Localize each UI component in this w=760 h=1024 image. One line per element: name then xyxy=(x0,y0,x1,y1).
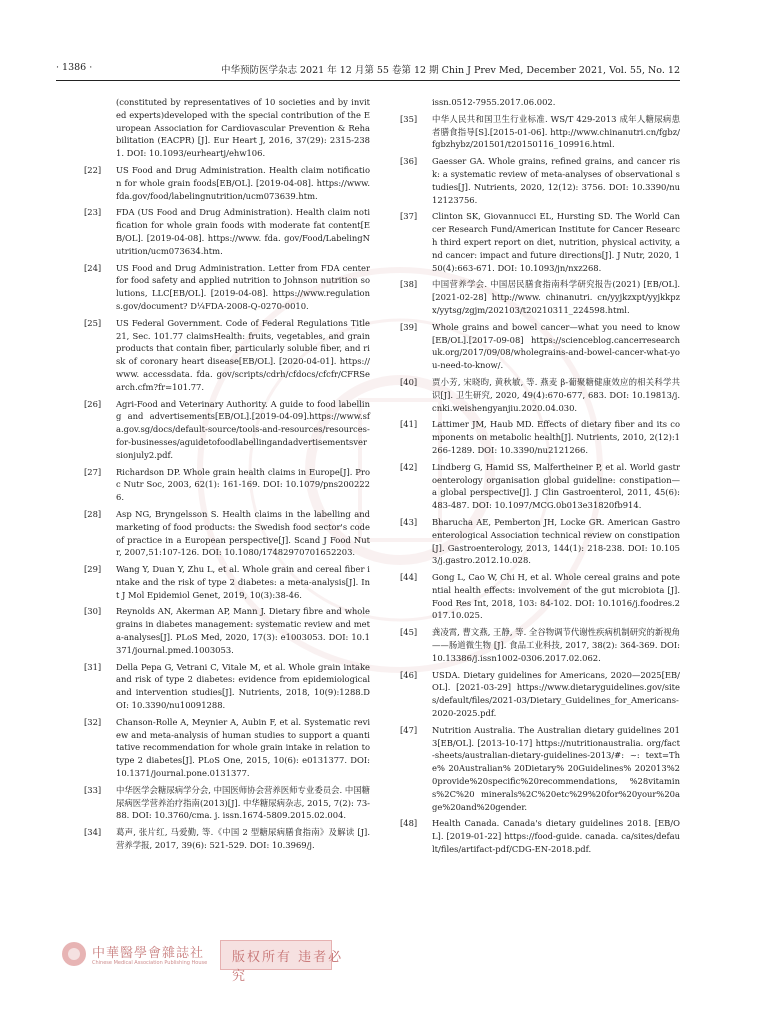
publisher-seal-icon xyxy=(60,940,88,968)
reference-number: [25] xyxy=(84,317,102,328)
reference-text: 龚凌霄, 曹文燕, 王静, 等. 全谷物调节代谢性疾病机制研究的新视角——肠道微生物 [J]. 食品工业科技, 2017, 38(2): 364-369. DOI: 10.13386/j.issn1002-0306.2017.02.062. xyxy=(432,627,680,663)
left-column xyxy=(84,96,370,856)
reference-text: Reynolds AN, Akerman AP, Mann J. Dietary fibre and whole grains in diabetes management: systematic review and meta-analyses[J]. PLoS Med, 2020, 17(3): e1003053. DOI: 10.1371/journal.pmed.1003053. xyxy=(116,606,370,655)
reference-number: [48] xyxy=(400,818,418,829)
copyright-badge-text: 版权所有 违者必究 xyxy=(232,950,344,984)
reference-number: [22] xyxy=(84,164,102,175)
reference-entry xyxy=(84,317,370,394)
reference-entry xyxy=(84,716,370,780)
reference-text: Chanson-Rolle A, Meynier A, Aubin F, et al. Systematic review and meta-analysis of human studies to support a quantitative recommendation for whole grain intake in relation to type 2 diabetes[J]. PLoS One, 2015, 10(6): e0131377. DOI: 10.1371/journal.pone.0131377. xyxy=(116,716,370,779)
publisher-logo xyxy=(60,940,350,984)
reference-number: [36] xyxy=(400,156,418,167)
publisher-name-en: Chinese Medical Association Publishing House xyxy=(92,960,208,966)
reference-number: [40] xyxy=(400,376,418,387)
reference-text: Wang Y, Duan Y, Zhu L, et al. Whole grain and cereal fiber intake and the risk of type 2 diabetes: a meta-analysis[J]. Int J Mol Epidemiol Genet, 2019, 10(3):38-46. xyxy=(116,564,370,600)
reference-text: Bharucha AE, Pemberton JH, Locke GR. American Gastroenterological Association technical review on constipation[J]. Gastroenterology, 2013, 144(1): 218-238. DOI: 10.1053/j.gastro.2012.10.028. xyxy=(432,516,680,566)
reference-number: [32] xyxy=(84,716,102,727)
reference-entry xyxy=(84,563,370,601)
reference-number: [24] xyxy=(84,262,102,273)
reference-number: [29] xyxy=(84,564,102,575)
reference-number: [28] xyxy=(84,508,102,519)
reference-text: 葛声, 张片红, 马爱勤, 等.《中国 2 型糖尿病膳食指南》及解读 [J]. 营养学报, 2017, 39(6): 521-529. DOI: 10.3969/j. xyxy=(116,827,370,851)
reference-text: Health Canada. Canada's dietary guidelines 2018. [EB/OL]. [2019-01-22] https://food-guide. canada. ca/sites/default/files/artifact-pdf/CDG-EN-2018.pdf. xyxy=(432,818,680,855)
reference-number: [23] xyxy=(84,207,102,218)
reference-entry xyxy=(84,466,370,504)
publisher-name-cn: 中華醫學會雜誌社 xyxy=(92,946,205,961)
reference-text: US Federal Government. Code of Federal Regulations Title 21, Sec. 101.77 claimsHealth: fruits, vegetables, and grain products that contain fiber, particularly soluble fiber, and risk of coronary heart disease[EB/OL]. [2020-04-01]. https://www. accessdata. fda. gov/scripts/cdrh/cfdocs/cfcfr/CFRSearch.cfm?fr=101.77. xyxy=(116,317,370,392)
reference-entry xyxy=(84,164,370,202)
reference-number: [46] xyxy=(400,669,418,680)
reference-number: [37] xyxy=(400,211,418,222)
reference-entry xyxy=(84,826,370,852)
reference-entry xyxy=(84,398,370,462)
reference-entry xyxy=(400,571,680,622)
reference-number: [44] xyxy=(400,572,418,583)
reference-entry xyxy=(84,262,370,313)
reference-text: Whole grains and bowel cancer—what you need to know [EB/OL].[2017-09-08] https://scienceblog.cancerresearchuk.org/2017/09/08/wholegrains-and-bowel-cancer-what-you-need-to-know/. xyxy=(432,321,680,371)
reference-text: US Food and Drug Administration. Health claim notification for whole grain foods[EB/OL]. [2019-04-08]. https://www.fda.gov/food/labelingnutrition/ucm073639.htm. xyxy=(116,164,370,201)
reference-number: [45] xyxy=(400,627,418,638)
reference-number: [41] xyxy=(400,419,418,430)
reference-number: [33] xyxy=(84,784,102,795)
reference-entry xyxy=(84,784,370,822)
reference-number: [30] xyxy=(84,606,102,617)
reference-continuation: issn.0512-7955.2017.06.002. xyxy=(432,97,556,107)
reference-entry xyxy=(400,321,680,372)
reference-entry xyxy=(400,155,680,206)
reference-number: [27] xyxy=(84,466,102,477)
reference-number: [26] xyxy=(84,398,102,409)
reference-entry xyxy=(84,508,370,559)
reference-entry xyxy=(400,626,680,664)
reference-text: Richardson DP. Whole grain health claims in Europe[J]. Proc Nutr Soc, 2003, 62(1): 161-169. DOI: 10.1079/pns2002226. xyxy=(116,466,370,503)
reference-entry xyxy=(400,461,680,512)
reference-number: [38] xyxy=(400,279,418,290)
reference-entry xyxy=(400,724,680,814)
reference-entry xyxy=(400,817,680,855)
reference-text: Lattimer JM, Haub MD. Effects of dietary fiber and its components on metabolic health[J]. Nutrients, 2010, 2(12):1266-1289. DOI: 10.3390/nu2121266. xyxy=(432,419,680,455)
reference-text: US Food and Drug Administration. Letter from FDA center for food safety and applied nutrition to Johnson nutrition solutions, LLC[EB/OL]. [2019-04-08]. https://www.regulations.gov/document? D¼FDA-2008-Q-0270-0010. xyxy=(116,262,370,311)
reference-text: Clinton SK, Giovannucci EL, Hursting SD. The World Cancer Research Fund/American Institute for Cancer Research third expert report on diet, nutrition, physical activity, and cancer: impact and future directions[J]. J Nutr, 2020, 150(4):663-671. DOI: 10.1093/jn/nxz268. xyxy=(432,211,680,273)
reference-text: 贾小芳, 宋晓昀, 黄秋敏, 等. 燕麦 β-葡聚糖健康效应的相关科学共识[J]. 卫生研究, 2020, 49(4):670-677, 683. DOI: 10.19813/j.cnki.weishengyanjiu.2020.04.030. xyxy=(432,376,680,413)
reference-text: 中华医学会糖尿病学分会, 中国医师协会营养医师专业委员会. 中国糖尿病医学营养治疗指南(2013)[J]. 中华糖尿病杂志, 2015, 7(2): 73-88. DOI: 10.3760/cma. j. issn.1674-5809.2015.02.004. xyxy=(116,784,370,821)
reference-text: Gong L, Cao W, Chi H, et al. Whole cereal grains and potential health effects: involvement of the gut microbiota [J]. Food Res Int, 2018, 103: 84-102. DOI: 10.1016/j.foodres.2017.10.025. xyxy=(432,572,680,621)
reference-text: 中华人民共和国卫生行业标准. WS/T 429-2013 成年人糖尿病患者膳食指导[S].[2015-01-06]. http://www.chinanutri.cn/fgbz/fgbzhybz/201501/t20150116_109916.html. xyxy=(432,113,680,150)
reference-entry xyxy=(84,605,370,656)
reference-entry xyxy=(400,376,680,414)
reference-entry xyxy=(400,418,680,456)
reference-number: [34] xyxy=(84,827,102,838)
reference-text: FDA (US Food and Drug Administration). Health claim notification for whole grain foods with moderate fat content[EB/OL]. [2019-04-08]. https://www. fda. gov/Food/LabelingNutrition/ucm073634.htm. xyxy=(116,207,370,256)
running-header xyxy=(56,60,680,81)
reference-number: [42] xyxy=(400,461,418,472)
reference-text: 中国营养学会. 中国居民膳食指南科学研究报告(2021) [EB/OL]. [2021-02-28] http://www. chinanutri. cn/yyjkzxpt/yyjkkpzx/yytsg/zgjm/202103/t20210311_224598.html. xyxy=(432,279,680,315)
reference-number: [39] xyxy=(400,321,418,332)
reference-text: Lindberg G, Hamid SS, Malfertheiner P, et al. World gastroenterology organisation global guideline: constipation—a global perspective[J]. J Clin Gastroenterol, 2011, 45(6): 483-487. DOI: 10.1097/MCG.0b013e31820fb914. xyxy=(432,461,680,511)
page-number: · 1386 · xyxy=(56,62,93,73)
reference-entry xyxy=(84,206,370,257)
reference-text: Della Pepa G, Vetrani C, Vitale M, et al. Whole grain intake and risk of type 2 diabetes: evidence from epidemiological and intervention studies[J]. Nutrients, 2018, 10(9):1288.DOI: 10.3390/nu10091288. xyxy=(116,661,370,711)
reference-text: Nutrition Australia. The Australian dietary guidelines 2013[EB/OL]. [2013-10-17] https://nutritionaustralia. org/fact-sheets/australian-dietary-guidelines-2013/#: ~: text=The% 20Australian% 20Dietary% 20Guidelines% 202013%20provide%20specific%20recommendations, %28vitamins%2C%20 minerals%2C%20etc%29%20for%20your%20age%20and%20gender. xyxy=(432,724,680,812)
reference-continuation: (constituted by representatives of 10 societies and by invited experts)developed with the special contribution of the European Association for Cardiovascular Prevention & Rehabilitation (EACPR) [J]. Eur Heart J, 2016, 37(29): 2315-2381. DOI: 10.1093/eurheartj/ehw106. xyxy=(116,97,370,159)
reference-number: [31] xyxy=(84,661,102,672)
reference-entry xyxy=(400,210,680,274)
reference-text: Agri-Food and Veterinary Authority. A guide to food labelling and advertisements[EB/OL].[2019-04-09].https://www.sfa.gov.sg/docs/default-source/tools-and-resources/resources-for-businesses/aguidetofoodlabellingandadvertisementsversionjuly2.pdf. xyxy=(116,398,370,460)
reference-entry xyxy=(400,278,680,316)
reference-entry xyxy=(400,516,680,567)
journal-citation: 中华预防医学杂志 2021 年 12 月第 55 卷第 12 期 Chin J Prev Med, December 2021, Vol. 55, No. 12 xyxy=(220,65,680,76)
reference-entry xyxy=(400,113,680,151)
reference-entry xyxy=(400,669,680,720)
reference-text: USDA. Dietary guidelines for Americans, 2020—2025[EB/OL]. [2021-03-29] https://www.dietaryguidelines.gov/sites/default/files/2021-03/Dietary_Guidelines_for_Americans-2020-2025.pdf. xyxy=(432,669,680,719)
right-column xyxy=(400,96,680,860)
reference-number: [47] xyxy=(400,724,418,735)
reference-number: [35] xyxy=(400,113,418,124)
reference-text: Gaesser GA. Whole grains, refined grains, and cancer risk: a systematic review of meta-analyses of observational studies[J]. Nutrients, 2020, 12(12): 3756. DOI: 10.3390/nu12123756. xyxy=(432,156,680,205)
reference-number: [43] xyxy=(400,516,418,527)
reference-text: Asp NG, Bryngelsson S. Health claims in the labelling and marketing of food products: the Swedish food sector's code of practice in a European perspective[J]. Scand J Food Nutr, 2007,51:107-126. DOI: 10.1080/17482970701652203. xyxy=(116,508,370,558)
reference-entry xyxy=(84,661,370,712)
